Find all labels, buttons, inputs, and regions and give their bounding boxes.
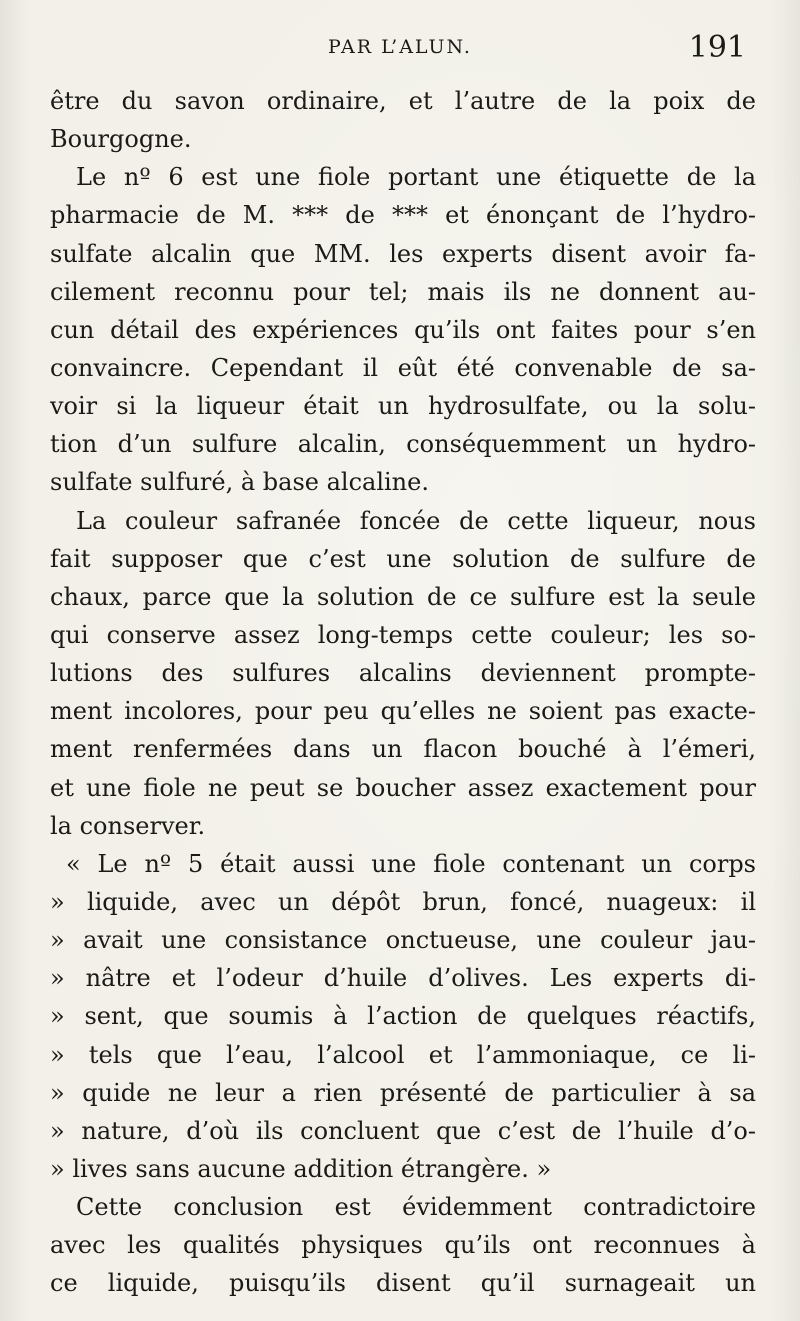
text-line: « Le nº 5 était aussi une fiole contenant un corps xyxy=(66,849,756,878)
text-line: » lives sans aucune addition étrangère. » xyxy=(50,1154,552,1183)
text-line: Cette conclusion est évidemment contradictoire xyxy=(76,1193,756,1222)
text-line: » quide ne leur a rien présenté de particulier à sa xyxy=(50,1078,756,1107)
body-text xyxy=(50,82,756,1303)
text-line: » nâtre et l’odeur d’huile d’olives. Les experts di- xyxy=(50,964,756,993)
text-line: cun détail des expériences qu’ils ont faites pour s’en xyxy=(50,315,756,344)
text-line: être du savon ordinaire, et l’autre de la poix de xyxy=(50,87,756,115)
text-line: cilement reconnu pour tel; mais ils ne donnent au- xyxy=(50,277,756,306)
text-line: la conserver. xyxy=(50,811,206,840)
text-line: ment incolores, pour peu qu’elles ne soient pas exacte- xyxy=(50,697,756,726)
page-number: 191 xyxy=(688,30,746,65)
text-line: ment renfermées dans un flacon bouché à l’émeri, xyxy=(50,735,756,764)
text-line: lutions des sulfures alcalins deviennent prompte- xyxy=(50,659,756,688)
text-line: sulfate alcalin que MM. les experts disent avoir fa- xyxy=(50,239,756,268)
text-line: » tels que l’eau, l’alcool et l’ammoniaque, ce li- xyxy=(50,1040,756,1069)
text-line: voir si la liqueur était un hydrosulfate, ou la solu- xyxy=(50,392,756,421)
text-line: et une fiole ne peut se boucher assez exactement pour xyxy=(50,773,756,802)
page-header xyxy=(0,30,800,70)
text-line: sulfate sulfuré, à base alcaline. xyxy=(50,468,429,497)
text-line: » sent, que soumis à l’action de quelques réactifs, xyxy=(50,1002,756,1031)
text-line: La couleur safranée foncée de cette liqueur, nous xyxy=(76,506,756,535)
running-head: PAR L’ALUN. xyxy=(328,36,472,58)
text-line: avec les qualités physiques qu’ils ont reconnues à xyxy=(50,1231,756,1260)
text-line: » nature, d’où ils concluent que c’est de l’huile d’o- xyxy=(50,1116,756,1145)
text-line: » liquide, avec un dépôt brun, foncé, nuageux: il xyxy=(50,887,756,916)
text-line: tion d’un sulfure alcalin, conséquemment un hydro- xyxy=(50,430,756,459)
text-line: convaincre. Cependant il eût été convenable de sa- xyxy=(50,353,756,382)
text-line: pharmacie de M. *** de *** et énonçant de l’hydro- xyxy=(50,201,756,230)
text-line: Le nº 6 est une fiole portant une étiquette de la xyxy=(76,163,756,192)
text-line: qui conserve assez long-temps cette couleur; les so- xyxy=(50,620,756,649)
text-line: Bourgogne. xyxy=(50,125,192,154)
text-line: » avait une consistance onctueuse, une couleur jau- xyxy=(50,926,756,955)
text-line: ce liquide, puisqu’ils disent qu’il surnageait un xyxy=(50,1269,756,1298)
text-line: chaux, parce que la solution de ce sulfure est la seule xyxy=(50,582,756,611)
text-line: fait supposer que c’est une solution de sulfure de xyxy=(50,544,756,573)
